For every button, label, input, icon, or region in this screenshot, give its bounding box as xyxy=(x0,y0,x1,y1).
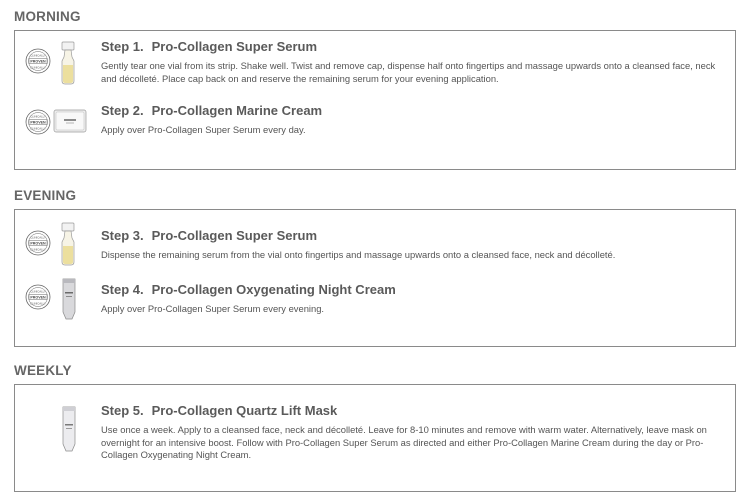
section-title-morning: MORNING xyxy=(14,9,81,24)
section-title-weekly: WEEKLY xyxy=(14,363,72,378)
badge-bottom-text: CLINICALLY xyxy=(30,65,46,70)
step-5-description: Use once a week. Apply to a cleansed face, neck and décolleté. Leave for 8-10 minutes and remove with warm water. Alternatively, leave mask on overnight for an intensive boost. Follow with Pro-Collagen Super Serum as directed and either Pro-Collagen Marine Cream during the day or Pro-Collagen Oxygenating Night Cream. xyxy=(101,424,707,460)
clinically-proven-badge-icon xyxy=(25,48,51,74)
step-4-number: Step 4. xyxy=(101,282,144,297)
serum-vial-icon xyxy=(57,222,79,266)
clinically-proven-badge-icon xyxy=(25,109,51,135)
step-3-number: Step 3. xyxy=(101,228,144,243)
badge-top-text: CLINICALLY xyxy=(30,53,46,58)
step-1-number: Step 1. xyxy=(101,39,144,54)
step-2-name: Pro-Collagen Marine Cream xyxy=(151,103,323,118)
morning-box xyxy=(14,30,736,170)
cream-jar-icon xyxy=(53,109,87,133)
badge-bottom-text: CLINICALLY xyxy=(30,247,46,252)
badge-proven-text: PROVEN xyxy=(30,295,46,300)
step-5-name: Pro-Collagen Quartz Lift Mask xyxy=(151,403,338,418)
badge-top-text: CLINICALLY xyxy=(30,235,46,240)
step-1-name: Pro-Collagen Super Serum xyxy=(151,39,318,54)
step-1-title xyxy=(101,39,317,54)
step-5-number: Step 5. xyxy=(101,403,144,418)
step-3-name: Pro-Collagen Super Serum xyxy=(151,228,318,243)
clinically-proven-badge-icon xyxy=(25,284,51,310)
badge-bottom-text: CLINICALLY xyxy=(30,301,46,306)
badge-top-text: CLINICALLY xyxy=(30,114,46,119)
step-3-description: Dispense the remaining serum from the vial onto fingertips and massage upwards onto a cleansed face, neck and décolleté. xyxy=(101,249,616,260)
step-4-name: Pro-Collagen Oxygenating Night Cream xyxy=(151,282,396,297)
mask-tube-icon xyxy=(61,406,77,452)
step-1-description: Gently tear one vial from its strip. Shake well. Twist and remove cap, dispense half onto fingertips and massage upwards onto a cleansed face, neck and décolleté. Place cap back on and reserve the remaining serum for your evening application. xyxy=(101,60,716,84)
serum-vial-icon xyxy=(57,41,79,85)
badge-proven-text: PROVEN xyxy=(30,59,46,64)
badge-proven-text: PROVEN xyxy=(30,120,46,125)
step-5-title xyxy=(101,403,337,418)
badge-top-text: CLINICALLY xyxy=(30,289,46,294)
step-3-title xyxy=(101,228,317,243)
step-4-title xyxy=(101,282,396,297)
section-title-evening: EVENING xyxy=(14,188,77,203)
evening-box xyxy=(14,209,736,347)
step-2-number: Step 2. xyxy=(101,103,144,118)
badge-bottom-text: CLINICALLY xyxy=(30,126,46,131)
badge-proven-text: PROVEN xyxy=(30,241,46,246)
step-2-description: Apply over Pro-Collagen Super Serum every day. xyxy=(101,124,306,135)
step-2-title xyxy=(101,103,322,118)
night-cream-tube-icon xyxy=(61,278,77,320)
weekly-box xyxy=(14,384,736,492)
step-4-description: Apply over Pro-Collagen Super Serum every evening. xyxy=(101,303,325,314)
clinically-proven-badge-icon xyxy=(25,230,51,256)
